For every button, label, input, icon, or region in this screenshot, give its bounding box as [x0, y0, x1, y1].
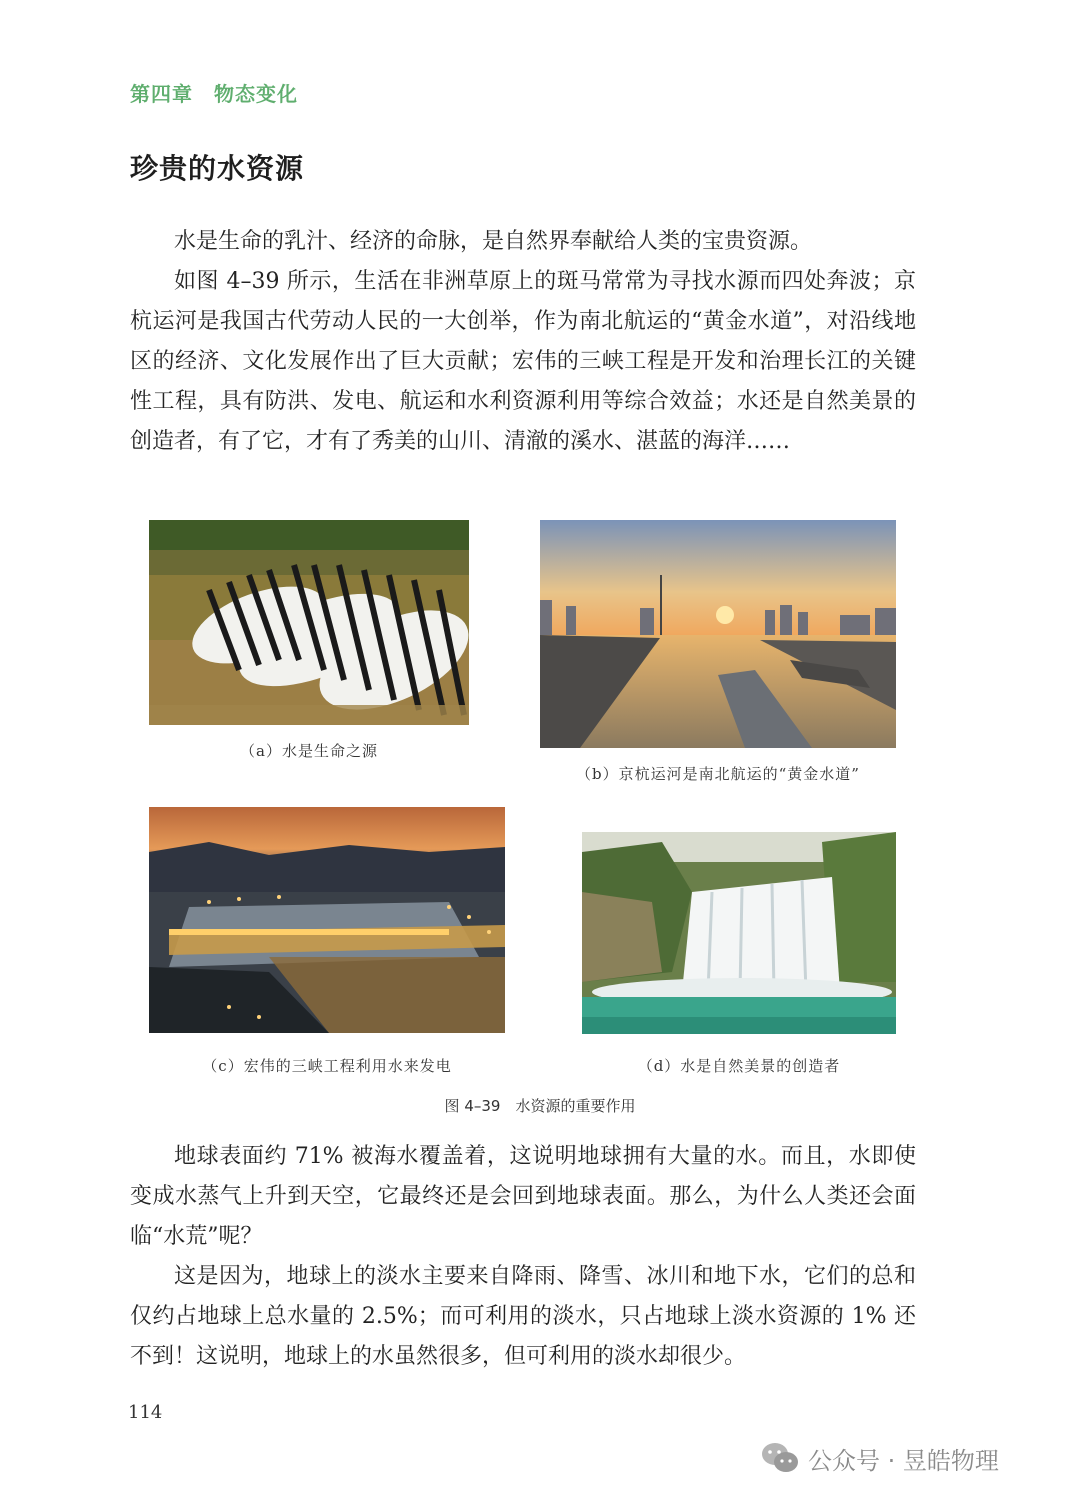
- photo-waterfall: [582, 832, 896, 1034]
- photo-dam: [149, 807, 505, 1033]
- paragraph-4: 这是因为，地球上的淡水主要来自降雨、降雪、冰川和地下水，它们的总和仅约占地球上总水量的 2.5%；而可利用的淡水，只占地球上淡水资源的 1% 还不到！这说明，地球上的水虽然很多，但可利用的淡水却很少。: [130, 1264, 916, 1369]
- paragraph-2: 如图 4–39 所示，生活在非洲草原上的斑马常常为寻找水源而四处奔波；京杭运河是我国古代劳动人民的一大创举，作为南北航运的“黄金水道”，对沿线地区的经济、文化发展作出了巨大贡献；宏伟的三峡工程是开发和治理长江的关键性工程，具有防洪、发电、航运和水利资源利用等综合效益；水还是自然美景的创造者，有了它，才有了秀美的山川、清澈的溪水、湛蓝的海洋……: [130, 269, 916, 454]
- caption-d: （d）水是自然美景的创造者: [637, 1057, 841, 1075]
- paragraph-3: 地球表面约 71% 被海水覆盖着，这说明地球拥有大量的水。而且，水即使变成水蒸气上升到天空，它最终还是会回到地球表面。那么，为什么人类还会面临“水荒”呢？: [130, 1144, 916, 1249]
- caption-a: （a）水是生命之源: [240, 742, 378, 760]
- chapter-header: 第四章 物态变化: [130, 82, 298, 106]
- photo-canal: [540, 520, 896, 748]
- wechat-icon: [760, 1441, 800, 1475]
- section-title: 珍贵的水资源: [130, 152, 305, 185]
- caption-c: （c）宏伟的三峡工程利用水来发电: [202, 1057, 452, 1075]
- figure-caption: 图 4–39 水资源的重要作用: [444, 1097, 636, 1115]
- photo-zebras: [149, 520, 469, 725]
- watermark: [760, 1438, 999, 1478]
- paragraph-1: 水是生命的乳汁、经济的命脉，是自然界奉献给人类的宝贵资源。: [174, 229, 813, 254]
- page-number: 114: [128, 1402, 163, 1423]
- caption-b: （b）京杭运河是南北航运的“黄金水道”: [576, 765, 860, 783]
- watermark-text: 公众号 · 昱皓物理: [808, 1446, 999, 1475]
